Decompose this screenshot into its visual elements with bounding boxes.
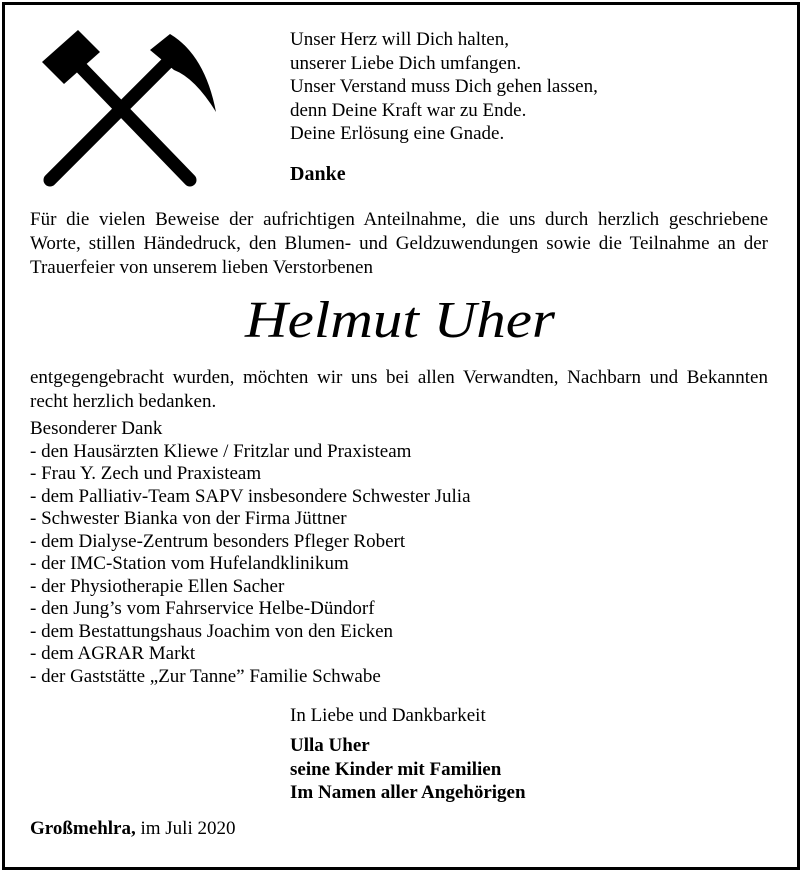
list-item: - Frau Y. Zech und Praxisteam: [30, 463, 262, 484]
heading: Danke: [290, 163, 346, 185]
list-item: - der Gaststätte „Zur Tanne” Familie Schwabe: [30, 665, 381, 687]
poem: [290, 28, 598, 146]
place-name: Großmehlra,: [30, 818, 136, 839]
poem-line: Deine Erlösung eine Gnade.: [290, 123, 505, 144]
intro-paragraph: Für die vielen Beweise der aufrichtigen Anteilnahme, die uns durch herzlich geschriebene Worte, stillen Händedruck, den Blumen- und Geldzuwendungen sowie die Teilnahme an der Trauerfeier von unserem lieben Verstorbenen: [30, 209, 768, 278]
list-item: - dem AGRAR Markt: [30, 643, 196, 664]
special-thanks-list: [30, 418, 471, 688]
deceased-name-banner: [0, 285, 800, 355]
signer-line: Im Namen aller Angehörigen: [290, 782, 526, 803]
deceased-name: Helmut Uher: [243, 292, 556, 349]
place-date: [30, 818, 236, 840]
list-item: - den Jung’s vom Fahrservice Helbe-Dündorf: [30, 598, 375, 619]
signers: [290, 734, 526, 805]
poem-line: Unser Herz will Dich halten,: [290, 29, 509, 50]
list-item: - dem Palliativ-Team SAPV insbesondere Schwester Julia: [30, 485, 471, 507]
poem-line: denn Deine Kraft war zu Ende.: [290, 99, 527, 121]
special-thanks-title: Besonderer Dank: [30, 418, 163, 439]
list-item: - dem Bestattungshaus Joachim von den Eicken: [30, 620, 394, 642]
after-name-paragraph: entgegengebracht wurden, möchten wir uns bei allen Verwandten, Nachbarn und Bekannten recht herzlich bedanken.: [30, 367, 768, 412]
poem-line: Unser Verstand muss Dich gehen lassen,: [290, 76, 598, 97]
signer-line: Ulla Uher: [290, 735, 370, 756]
list-item: - Schwester Bianka von der Firma Jüttner: [30, 508, 347, 529]
list-item: - der Physiotherapie Ellen Sacher: [30, 575, 285, 597]
list-item: - der IMC-Station vom Hufelandklinikum: [30, 553, 349, 574]
list-item: - den Hausärzten Kliewe / Fritzlar und Praxisteam: [30, 440, 412, 462]
date-text: im Juli 2020: [135, 818, 236, 839]
crossed-mining-hammers-icon: [30, 30, 226, 188]
poem-line: unserer Liebe Dich umfangen.: [290, 52, 522, 74]
list-item: - dem Dialyse-Zentrum besonders Pfleger Robert: [30, 530, 406, 552]
signer-line: seine Kinder mit Familien: [290, 758, 502, 780]
closing-line: In Liebe und Dankbarkeit: [290, 705, 486, 726]
